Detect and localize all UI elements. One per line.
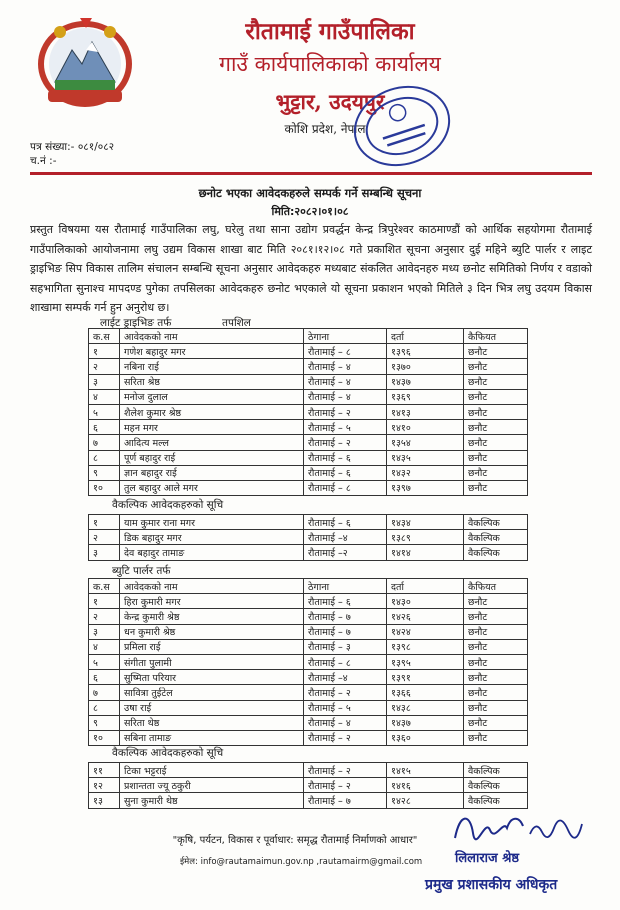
cell-name: सुष्मिता परियार xyxy=(120,670,304,685)
driving-section-label: लाईट ड्राइभिङ तर्फ xyxy=(100,317,172,329)
cell-name: शैलेश कुमार श्रेष्ठ xyxy=(120,404,304,419)
cell-remarks: छनौट xyxy=(464,685,528,700)
cell-registration: १४२४ xyxy=(387,624,464,639)
cell-remarks: छनौट xyxy=(464,609,528,624)
cell-remarks: छनौट xyxy=(464,359,528,374)
cell-address: रौतामाई –४ xyxy=(304,670,387,685)
cell-address: रौतामाई – ८ xyxy=(304,654,387,669)
beauty-selected-table xyxy=(88,578,528,746)
email-value: info@rautamaimun.gov.np ,rautamairm@gmail.com xyxy=(200,857,423,867)
table-row xyxy=(89,359,528,374)
office-address: भुट्टार, उदयपुर xyxy=(275,89,385,114)
cell-address: रौतामाई – ७ xyxy=(304,793,387,808)
cell-address: रौतामाई –२ xyxy=(304,545,387,560)
cell-serial: ११ xyxy=(89,763,120,778)
cell-address: रौतामाई – ८ xyxy=(304,480,387,495)
cell-name: ज्ञान बहादुर राई xyxy=(120,465,304,480)
cell-name: नबिना राई xyxy=(120,359,304,374)
table-header-row xyxy=(89,579,528,594)
header-registration: दर्ता xyxy=(387,579,464,594)
cell-registration: १३८९ xyxy=(387,530,464,545)
table-header-row xyxy=(89,329,528,344)
cell-name: केन्द्र कुमारी श्रेष्ठ xyxy=(120,609,304,624)
cell-remarks: छनौट xyxy=(464,435,528,450)
cell-remarks: वैकल्पिक xyxy=(464,793,528,808)
cell-remarks: छनौट xyxy=(464,715,528,730)
province-name: कोशि प्रदेश, नेपाल xyxy=(284,122,366,136)
cell-serial: ९ xyxy=(89,465,120,480)
cell-name: गणेश बहादुर मगर xyxy=(120,344,304,359)
handwritten-signature xyxy=(445,808,595,848)
reference-block xyxy=(30,140,114,168)
tapsil-label: तपशिल xyxy=(222,317,251,329)
cell-registration: १४१६ xyxy=(387,778,464,793)
beauty-alternate-table xyxy=(88,762,528,809)
cell-serial: १ xyxy=(89,515,120,530)
cell-name: तुल बहादुर आले मगर xyxy=(120,480,304,495)
cell-name: सावित्रा तुईटेल xyxy=(120,685,304,700)
notice-date: मिति:२०८२।०१।०८ xyxy=(271,205,349,218)
cell-registration: १३६६ xyxy=(387,685,464,700)
cell-address: रौतामाई – ६ xyxy=(304,594,387,609)
cell-address: रौतामाई – ६ xyxy=(304,450,387,465)
table-row xyxy=(89,450,528,465)
cell-serial: ६ xyxy=(89,670,120,685)
cell-remarks: छनौट xyxy=(464,730,528,745)
nepal-emblem-logo xyxy=(30,12,140,112)
cell-serial: ३ xyxy=(89,624,120,639)
cell-name: महन मगर xyxy=(120,420,304,435)
cell-name: आदित्य मल्ल xyxy=(120,435,304,450)
cell-registration: १४३० xyxy=(387,594,464,609)
cell-serial: ३ xyxy=(89,374,120,389)
header-sn: क.स xyxy=(89,329,120,344)
cell-registration: १४३७ xyxy=(387,715,464,730)
table-row xyxy=(89,465,528,480)
office-stamp xyxy=(350,82,455,170)
cell-remarks: छनौट xyxy=(464,480,528,495)
contact-email xyxy=(180,856,440,867)
cell-address: रौतामाई – ४ xyxy=(304,359,387,374)
cell-remarks: छनौट xyxy=(464,624,528,639)
cell-registration: १४३२ xyxy=(387,465,464,480)
cell-name: हिरा कुमारी मगर xyxy=(120,594,304,609)
cell-remarks: छनौट xyxy=(464,389,528,404)
cell-name: डिक बहादुर मगर xyxy=(120,530,304,545)
driving-alternate-table xyxy=(88,514,528,561)
cell-remarks: छनौट xyxy=(464,344,528,359)
cell-remarks: वैकल्पिक xyxy=(464,778,528,793)
table-row xyxy=(89,654,528,669)
cell-name: प्रशान्तता ज्यू ठकुरी xyxy=(120,778,304,793)
cell-address: रौतामाई – २ xyxy=(304,435,387,450)
header-address: ठेगाना xyxy=(304,579,387,594)
cell-remarks: छनौट xyxy=(464,700,528,715)
header-address: ठेगाना xyxy=(304,329,387,344)
cell-address: रौतामाई – ७ xyxy=(304,624,387,639)
table-row xyxy=(89,594,528,609)
cell-name: सरिता श्रेष्ठ xyxy=(120,374,304,389)
cell-registration: १४१० xyxy=(387,420,464,435)
table-row xyxy=(89,480,528,495)
table-row xyxy=(89,715,528,730)
table-row xyxy=(89,389,528,404)
cell-registration: १३९७ xyxy=(387,480,464,495)
cell-registration: १३६९ xyxy=(387,389,464,404)
cell-serial: ४ xyxy=(89,389,120,404)
cell-name: याम कुमार राना मगर xyxy=(120,515,304,530)
header-registration: दर्ता xyxy=(387,329,464,344)
table-row xyxy=(89,374,528,389)
table-row xyxy=(89,435,528,450)
header-sn: क.स xyxy=(89,579,120,594)
cell-serial: ७ xyxy=(89,685,120,700)
cell-remarks: वैकल्पिक xyxy=(464,763,528,778)
table-row xyxy=(89,420,528,435)
cell-registration: १३९६ xyxy=(387,344,464,359)
cell-registration: १३६० xyxy=(387,730,464,745)
cell-serial: १० xyxy=(89,480,120,495)
cell-name: उषा राई xyxy=(120,700,304,715)
cell-address: रौतामाई – ६ xyxy=(304,515,387,530)
cell-name: सरिता थेष्ठ xyxy=(120,715,304,730)
table-row xyxy=(89,778,528,793)
cell-registration: १४३७ xyxy=(387,374,464,389)
table-row xyxy=(89,609,528,624)
cell-serial: ४ xyxy=(89,639,120,654)
cell-serial: १ xyxy=(89,594,120,609)
table-row xyxy=(89,730,528,745)
cell-remarks: छनौट xyxy=(464,654,528,669)
table-row xyxy=(89,763,528,778)
cell-address: रौतामाई – ४ xyxy=(304,389,387,404)
cell-registration: १४२८ xyxy=(387,793,464,808)
cell-registration: १३९८ xyxy=(387,639,464,654)
cell-remarks: वैकल्पिक xyxy=(464,545,528,560)
header-name: आवेदकको नाम xyxy=(120,329,304,344)
table-row xyxy=(89,685,528,700)
email-label: ईमेल: xyxy=(180,857,198,867)
cell-remarks: छनौट xyxy=(464,639,528,654)
cell-remarks: छनौट xyxy=(464,374,528,389)
table-row xyxy=(89,404,528,419)
cell-name: सबिना तामाङ xyxy=(120,730,304,745)
cell-serial: ३ xyxy=(89,545,120,560)
cell-registration: १३७० xyxy=(387,359,464,374)
cell-remarks: छनौट xyxy=(464,594,528,609)
cell-address: रौतामाई – ४ xyxy=(304,715,387,730)
cell-serial: ६ xyxy=(89,420,120,435)
cell-name: देव बहादुर तामाङ xyxy=(120,545,304,560)
cell-name: टिका भट्टराई xyxy=(120,763,304,778)
header-name: आवेदकको नाम xyxy=(120,579,304,594)
cell-name: धन कुमारी श्रेष्ठ xyxy=(120,624,304,639)
cell-serial: ९ xyxy=(89,715,120,730)
cell-address: रौतामाई – २ xyxy=(304,730,387,745)
municipality-motto: "कृषि, पर्यटन, विकास र पूर्वाधार: समृद्ध रौतामाई निर्माणको आधार" xyxy=(172,835,418,846)
cell-registration: १४३४ xyxy=(387,515,464,530)
cell-serial: ७ xyxy=(89,435,120,450)
cell-address: रौतामाई – ८ xyxy=(304,344,387,359)
letter-number-value: ०८१/०८२ xyxy=(77,141,115,153)
cell-serial: ८ xyxy=(89,700,120,715)
table-row xyxy=(89,515,528,530)
cell-registration: १४३८ xyxy=(387,700,464,715)
cell-address: रौतामाई – ४ xyxy=(304,374,387,389)
notice-body: प्रस्तुत विषयमा यस रौतामाई गाउँपालिका लघु, घरेलु तथा साना उद्योग प्रवर्द्धन केन्द्र त्रिपुरेश्वर काठमाण्डौं को आर्थिक सहयोगमा रौतामाई गाउँपालिकाको आयोजनामा लघु उद्यम विकास शाखा बाट मिति २०८१।१२।०८ गते प्रकाशित सूचना अनुसार दुई महिने ब्युटि पार्लर र लाइट ड्राइभिङ सिप विकास तालिम संचालन सम्बन्धि सूचना अनुसार आवेदकहरु मध्यबाट संकलित आवेदनहरु मध्य छनोट समितिको निर्णय र वडाको सहभागिता सुनाश्च मापदण्ड पुगेका तपसिलका आवेदकहरु छनोट भएकाले यो सूचना प्रकाशन भएको मितिले ३ दिन भित्र लघु उदयम विकास शाखामा सम्पर्क गर्न हुन अनुरोध छ। xyxy=(30,223,592,315)
cell-serial: ५ xyxy=(89,404,120,419)
driving-selected-table xyxy=(88,328,528,496)
table-row xyxy=(89,624,528,639)
cell-address: रौतामाई –४ xyxy=(304,530,387,545)
table-row xyxy=(89,639,528,654)
cell-address: रौतामाई – २ xyxy=(304,763,387,778)
cell-address: रौतामाई – २ xyxy=(304,778,387,793)
cell-serial: २ xyxy=(89,609,120,624)
cell-registration: १४१४ xyxy=(387,545,464,560)
office-name: गाउँ कार्यपालिकाको कार्यालय xyxy=(219,52,441,76)
driving-alternate-label: वैकल्पिक आवेदकहरुको सूचि xyxy=(112,499,224,511)
cell-remarks: छनौट xyxy=(464,670,528,685)
cell-registration: १४१३ xyxy=(387,404,464,419)
table-row xyxy=(89,545,528,560)
cell-address: रौतामाई – ५ xyxy=(304,700,387,715)
cell-registration: १३९१ xyxy=(387,670,464,685)
letter-number-label: पत्र संख्या:- xyxy=(30,141,75,153)
cell-serial: १२ xyxy=(89,778,120,793)
table-row xyxy=(89,793,528,808)
table-row xyxy=(89,344,528,359)
cell-address: रौतामाई – २ xyxy=(304,685,387,700)
cell-serial: ८ xyxy=(89,450,120,465)
notice-subject: छनोट भएका आवेदकहरुले सम्पर्क गर्ने सम्बन्धि सूचना xyxy=(198,186,422,200)
cell-registration: १३५४ xyxy=(387,435,464,450)
cell-remarks: छनौट xyxy=(464,404,528,419)
beauty-alternate-label: वैकल्पिक आवेदकहरुको सूचि xyxy=(112,747,224,759)
cell-registration: १४२६ xyxy=(387,609,464,624)
signer-designation: प्रमुख प्रशासकीय अधिकृत xyxy=(425,877,558,893)
cell-remarks: वैकल्पिक xyxy=(464,515,528,530)
cell-remarks: वैकल्पिक xyxy=(464,530,528,545)
cell-name: सुना कुमारी थेष्ठ xyxy=(120,793,304,808)
cell-remarks: छनौट xyxy=(464,420,528,435)
cell-name: प्रमिला राई xyxy=(120,639,304,654)
municipality-name: रौतामाई गाउँपालिका xyxy=(245,18,415,45)
table-row xyxy=(89,670,528,685)
cell-remarks: छनौट xyxy=(464,465,528,480)
header-divider xyxy=(30,172,592,175)
cell-serial: २ xyxy=(89,359,120,374)
signer-name: लिलाराज श्रेष्ठ xyxy=(455,851,520,866)
cell-serial: २ xyxy=(89,530,120,545)
cell-registration: १४१५ xyxy=(387,763,464,778)
table-row xyxy=(89,700,528,715)
cell-address: रौतामाई – ६ xyxy=(304,465,387,480)
cell-serial: ५ xyxy=(89,654,120,669)
header-remarks: कैफियत xyxy=(464,329,528,344)
cell-serial: १० xyxy=(89,730,120,745)
cell-name: मनोज दुलाल xyxy=(120,389,304,404)
header-remarks: कैफियत xyxy=(464,579,528,594)
cell-registration: १४३५ xyxy=(387,450,464,465)
cell-name: संगीता पुलामी xyxy=(120,654,304,669)
cell-remarks: छनौट xyxy=(464,450,528,465)
cell-serial: १३ xyxy=(89,793,120,808)
cell-address: रौतामाई – २ xyxy=(304,404,387,419)
cell-address: रौतामाई – ५ xyxy=(304,420,387,435)
cell-serial: १ xyxy=(89,344,120,359)
beauty-section-label: ब्युटि पार्लर तर्फ xyxy=(112,565,171,577)
cell-address: रौतामाई – ७ xyxy=(304,609,387,624)
cell-address: रौतामाई – ३ xyxy=(304,639,387,654)
table-row xyxy=(89,530,528,545)
cell-name: पूर्ण बहादुर राई xyxy=(120,450,304,465)
dispatch-number-label: च.नं :- xyxy=(30,155,57,167)
cell-registration: १३९५ xyxy=(387,654,464,669)
